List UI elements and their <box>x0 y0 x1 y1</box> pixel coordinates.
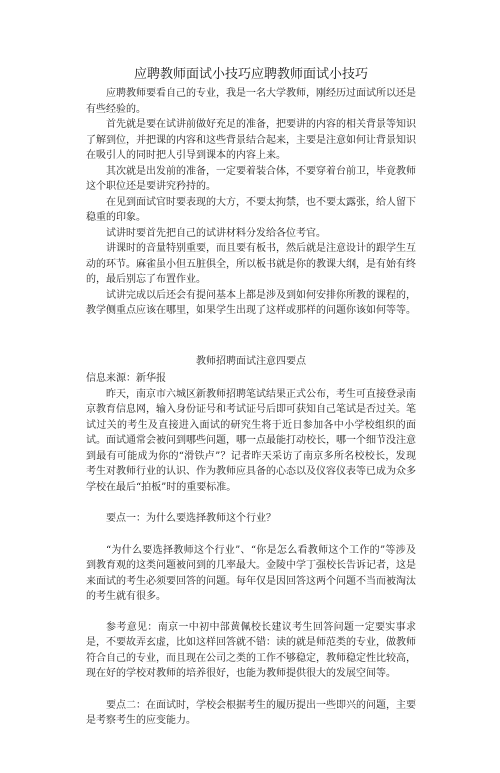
source-line: 信息来源：新华报 <box>86 373 166 384</box>
paragraph: 应聘教师要看自己的专业，我是一名大学教师，刚经历过面试所以还是有些经验的。 <box>86 88 416 115</box>
section-interview-tips <box>86 86 416 319</box>
paragraph: 试讲时要首先把自己的试讲材料分发给各位考官。 <box>106 227 326 239</box>
section-title: 教师招聘面试注意四要点 <box>196 355 306 367</box>
paragraph: 其次就是出发前的准备，一定要着装合体，不要穿着台前卫，毕竟教师这个职位还是要讲究矜持的。 <box>86 165 416 192</box>
paragraph: “为什么要选择教师这个行业”、“你是怎么看教师这个工作的”等涉及到教育观的这类问题被问到的几率最大。金陵中学丁强校长告诉记者，这是来面试的考生必须要回答的问题。每年仅是因回答这两个问题不当而被淘汰的考生就有很多。 <box>86 544 416 602</box>
paragraph: 讲课时的音量特别重要，而且要有板书，然后就是注意设计的跟学生互动的环节。麻雀虽小但五脏俱全，所以板书就是你的教课大纲，是有始有终的，最后别忘了布置作业。 <box>86 243 416 285</box>
section-four-points <box>86 354 416 729</box>
point-heading: 要点一：为什么要选择教师这个行业？ <box>106 513 276 524</box>
paragraph: 昨天，南京市六城区新教师招聘笔试结果正式公布，考生可直接登录南京教育信息网，输入身份证号和考试证号后即可获知自己笔试是否过关。笔试过关的考生及直接进入面试的研究生将于近日参加各中小学校组织的面试。面试通常会被问到哪些问题，哪一点最能打动校长，哪一个细节没注意到最有可能成为你的“滑铁卢”？记者昨天采访了南京多所名校校长，发现考生对教师行业的认识、作为教师应具备的心态以及仪容仪表等已成为众多学校在最后“拍板”时的重要标准。 <box>86 388 416 493</box>
paragraph: 试讲完成以后还会有提问基本上都是涉及到如何安排你所教的课程的，教学侧重点应该在哪里，如果学生出现了这样或那样的问题你该如何等等。 <box>86 289 416 316</box>
document-title: 应聘教师面试小技巧应聘教师面试小技巧 <box>133 67 368 82</box>
document-page <box>0 66 500 773</box>
point-heading: 要点二：在面试时，学校会根据考生的履历提出一些即兴的问题，主要是考察考生的应变能力。 <box>86 699 416 726</box>
paragraph: 参考意见：南京一中初中部黄佩校长建议考生回答问题一定要实事求是，不要故弄玄虚，比如这样回答就不错：读的就是师范类的专业，做教师符合自己的专业，而且现在公司之类的工作不够稳定，教师稳定性比较高，现在好的学校对教师的培养很好，也能为教师提供很大的发展空间等。 <box>86 621 416 679</box>
paragraph: 在见到面试官时要表现的大方，不要太拘禁，也不要太露张，给人留下稳重的印象。 <box>86 196 416 223</box>
paragraph: 首先就是要在试讲前做好充足的准备，把要讲的内容的相关背景等知识了解到位，并把课的内容和这些背景结合起来，主要是注意如何让背景知识在吸引人的同时把人引导到课本的内容上来。 <box>86 119 416 161</box>
